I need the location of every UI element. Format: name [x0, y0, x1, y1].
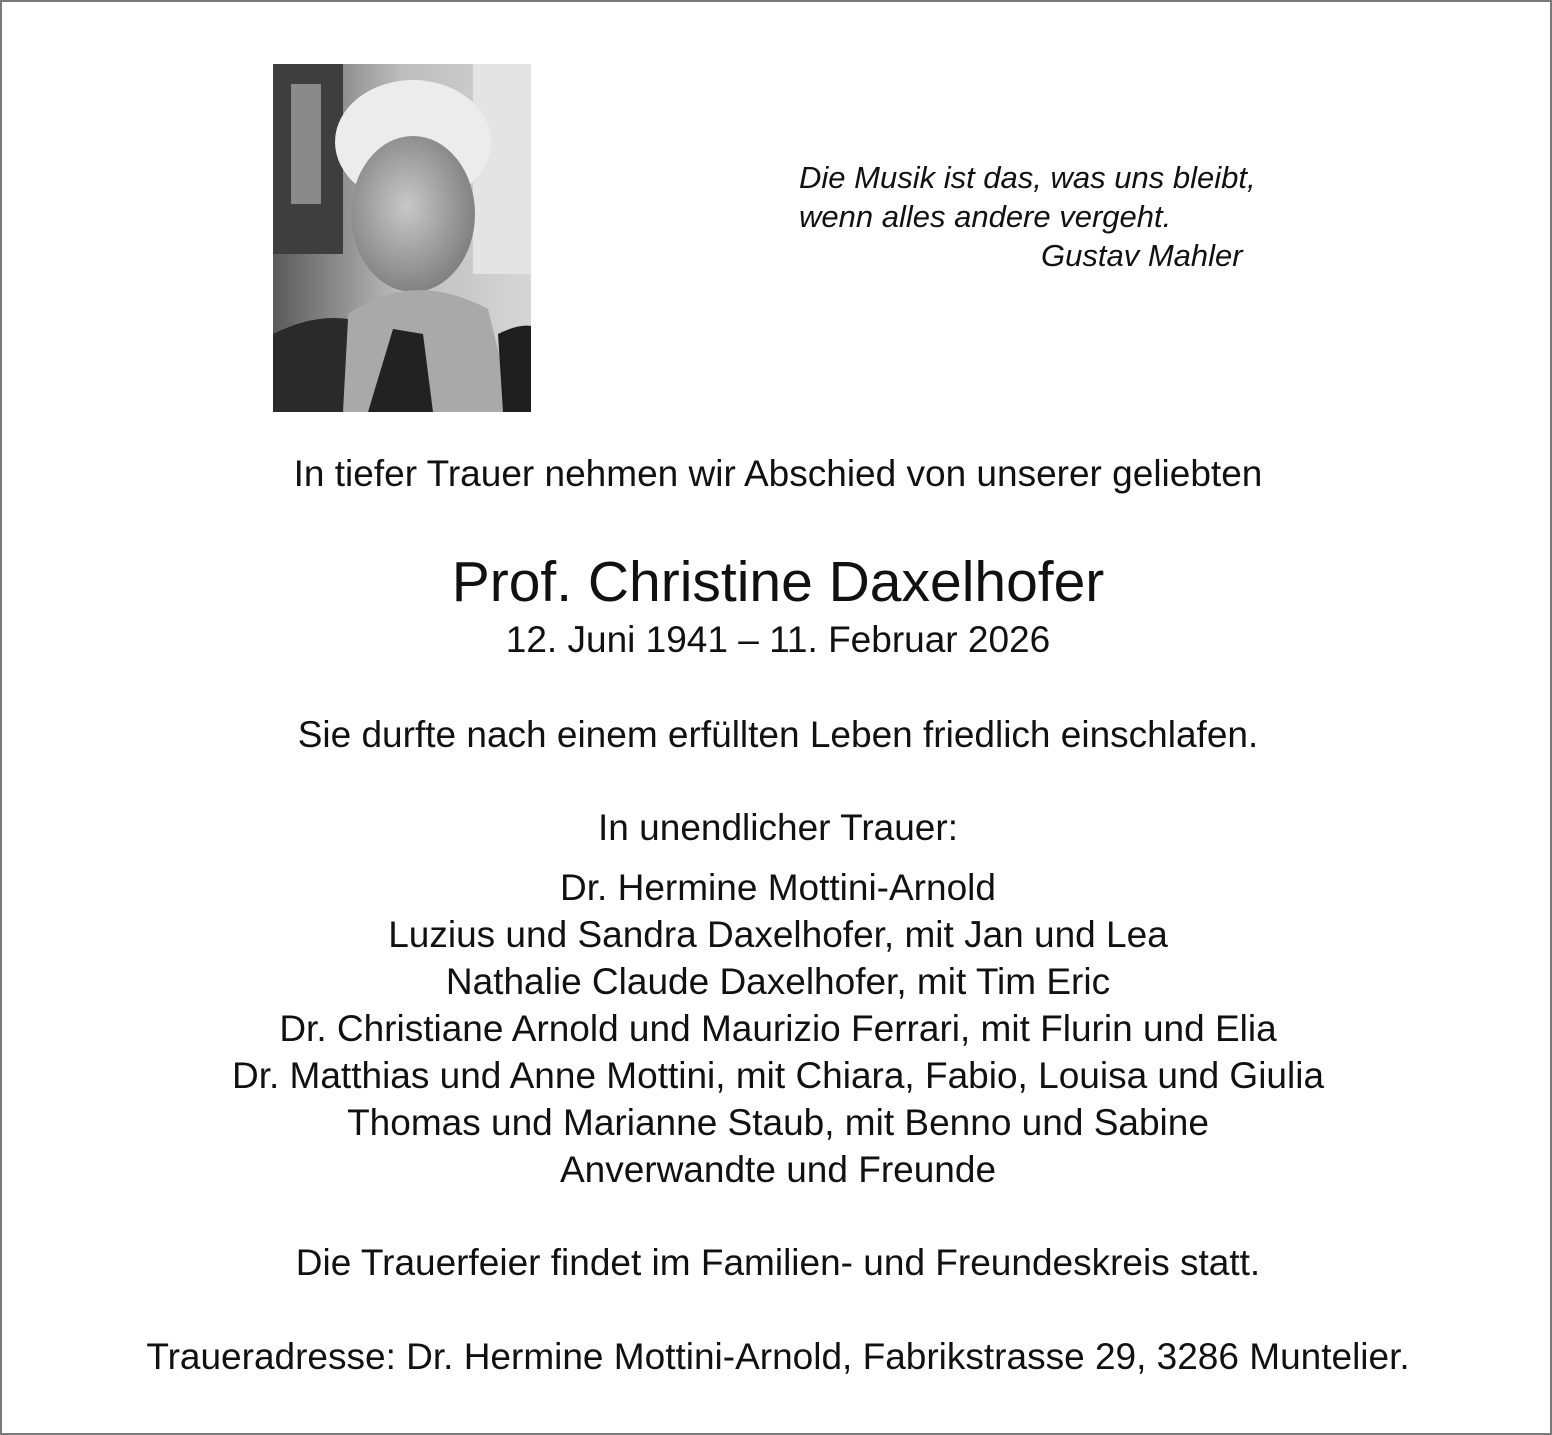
- quote-line: Die Musik ist das, was uns bleibt,: [799, 160, 1256, 195]
- mourning-address: Traueradresse: Dr. Hermine Mottini-Arnold, Fabrikstrasse 29, 3286 Muntelier.: [146, 1336, 1410, 1377]
- mourners-list: [2, 864, 1552, 1193]
- mourner-line: Dr. Matthias und Anne Mottini, mit Chiara, Fabio, Louisa und Giulia: [231, 1055, 1325, 1096]
- mourner-line: Thomas und Marianne Staub, mit Benno und Sabine: [347, 1102, 1209, 1143]
- ceremony-note: Die Trauerfeier findet im Familien- und Freundeskreis statt.: [295, 1242, 1261, 1283]
- life-dates: 12. Juni 1941 – 11. Februar 2026: [505, 619, 1051, 660]
- mourner-line: Nathalie Claude Daxelhofer, mit Tim Eric: [445, 961, 1111, 1002]
- mourners-title: In unendlicher Trauer:: [598, 807, 958, 848]
- passing-note: Sie durfte nach einem erfüllten Leben friedlich einschlafen.: [297, 714, 1259, 755]
- quote-line: wenn alles andere vergeht.: [799, 199, 1172, 234]
- mourner-line: Anverwandte und Freunde: [559, 1149, 997, 1190]
- deceased-name: Prof. Christine Daxelhofer: [451, 550, 1105, 614]
- portrait-photo: [273, 64, 531, 412]
- mourner-line: Dr. Christiane Arnold und Maurizio Ferrari, mit Flurin und Elia: [279, 1008, 1277, 1049]
- mourner-line: Luzius und Sandra Daxelhofer, mit Jan und Lea: [388, 914, 1168, 955]
- quote: [799, 158, 1359, 275]
- mourner-line: Dr. Hermine Mottini-Arnold: [560, 867, 996, 908]
- intro-text: In tiefer Trauer nehmen wir Abschied von unserer geliebten: [293, 453, 1263, 494]
- quote-author: Gustav Mahler: [1041, 238, 1243, 273]
